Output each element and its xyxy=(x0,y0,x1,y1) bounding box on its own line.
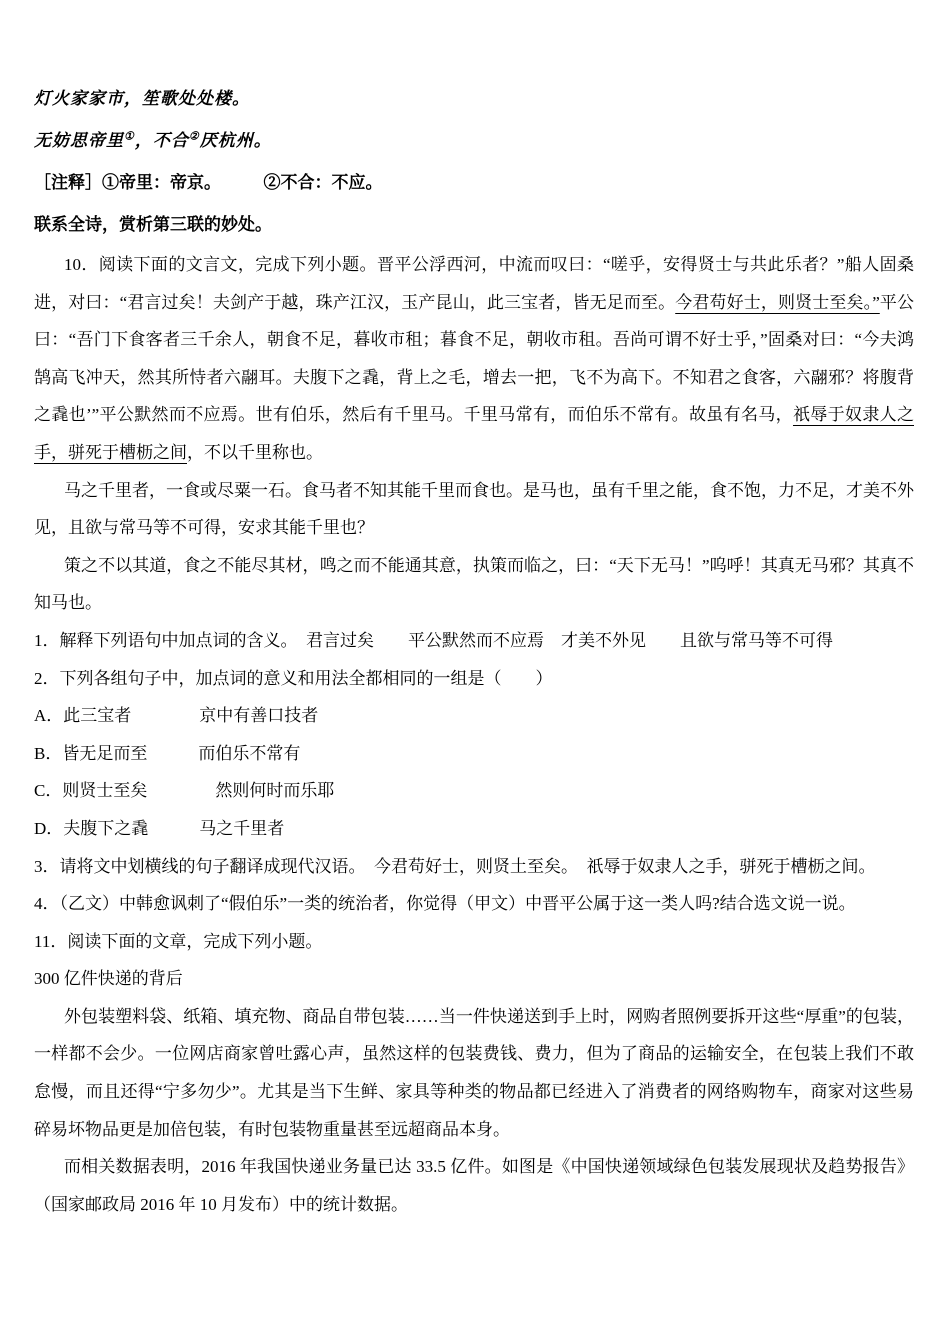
passage-paragraph-2-text: 马之千里者，一食或尽粟一石。食马者不知其能千里而食也。是马也，虽有千里之能，食不饱，力不足，才美不外见，且欲与常马等不可得，安求其能千里也？ xyxy=(34,480,914,538)
poem-line-2 xyxy=(34,120,914,162)
underlined-sentence-1: 今君苟好士，则贤士至矣。” xyxy=(675,292,880,312)
article-title-text: 300 亿件快递的背后 xyxy=(34,969,183,989)
poem-line-2-text-c: 厌杭州。 xyxy=(199,131,272,150)
underlined-sentence-2: 祇辱于奴隶人之手，骈死于槽枥之间 xyxy=(34,405,914,462)
footnote-line xyxy=(34,162,914,204)
option-a-text: A．此三宝者 京中有善口技者 xyxy=(34,706,319,726)
footnote-marker-2: ② xyxy=(188,130,200,143)
option-d xyxy=(34,810,914,848)
passage-text-b: 平公曰：“吾门下食客者三千余人，朝食不足，暮收市租；暮食不足，朝收市租。吾尚可谓不好士乎，”固桑对曰：“今夫鸿鹄高飞冲天，然其所恃者六翮耳。夫腹下之毳，背上之毛，增去一把，飞不为高下。不知君之食客，六翮邪？将腹背之毳也’”平公默然而不应焉。世有伯乐，然后有千里马。千里马常有，而伯乐不常有。故虽有名马， xyxy=(34,292,915,425)
option-d-text: D．夫腹下之毳 马之千里者 xyxy=(34,818,285,838)
passage-paragraph-3-text: 策之不以其道，食之不能尽其材，鸣之而不能通其意，执策而临之，曰：“天下无马！”呜呼！其真无马邪？其真不知马也。 xyxy=(34,555,914,613)
poem-line-1 xyxy=(34,78,914,120)
poem-question xyxy=(34,204,914,246)
option-b xyxy=(34,735,914,773)
question-11-stem xyxy=(34,923,914,961)
option-a xyxy=(34,697,914,735)
option-c-text: C．则贤士至矣 然则何时而乐耶 xyxy=(34,781,335,801)
article-paragraph-1-text: 外包装塑料袋、纸箱、填充物、商品自带包装……当一件快递送到手上时，网购者照例要拆开这些“厚重”的包装，一样都不会少。一位网店商家曾吐露心声，虽然这样的包装费钱、费力，但为了商品的运输安全，在包装上我们不敢怠慢，而且还得“宁多勿少”。尤其是当下生鲜、家具等种类的物品都已经进入了消费者的网络购物车，商家对这些易碎易坏物品更是加倍包装，有时包装物重量甚至远超商品本身。 xyxy=(34,1006,914,1139)
classical-passage-paragraph-1 xyxy=(34,246,914,472)
poem-line-2-text-b: ，不合 xyxy=(134,131,189,150)
passage-text-c: ，不以千里称也。 xyxy=(187,442,323,462)
poem-question-text: 联系全诗，赏析第三联的妙处。 xyxy=(34,215,272,234)
poem-line-2-text-a: 无妨思帝里 xyxy=(34,131,124,150)
question-3 xyxy=(34,848,914,886)
question-2-text: 2．下列各组句子中，加点词的意义和用法全都相同的一组是（ ） xyxy=(34,668,553,688)
question-2 xyxy=(34,660,914,698)
option-c xyxy=(34,772,914,810)
question-3-text: 3．请将文中划横线的句子翻译成现代汉语。 今君苟好士，则贤土至矣。 祇辱于奴隶人之手，骈死于槽枥之间。 xyxy=(34,856,876,876)
footnote-text: ［注释］①帝里：帝京。 ②不合：不应。 xyxy=(34,173,383,192)
question-4 xyxy=(34,885,914,923)
article-paragraph-1 xyxy=(34,998,914,1148)
footnote-marker-1: ① xyxy=(124,130,135,143)
article-paragraph-2-text: 而相关数据表明，2016 年我国快递业务量已达 33.5 亿件。如图是《中国快递领域绿色包装发展现状及趋势报告》（国家邮政局 2016 年 10 月发布）中的统计数据。 xyxy=(34,1157,914,1214)
classical-passage-paragraph-3 xyxy=(34,547,914,622)
classical-passage-paragraph-2 xyxy=(34,472,914,547)
question-11-stem-text: 11．阅读下面的文章，完成下列小题。 xyxy=(34,931,323,951)
question-1 xyxy=(34,622,914,660)
article-title xyxy=(34,960,914,998)
article-paragraph-2 xyxy=(34,1148,914,1223)
option-b-text: B．皆无足而至 而伯乐不常有 xyxy=(34,743,301,763)
question-1-text: 1．解释下列语句中加点词的含义。 君言过矣 平公默然而不应焉 才美不外见 且欲与常马等不可得 xyxy=(34,630,833,650)
passage-text-a: 10．阅读下面的文言文，完成下列小题。晋平公浮西河，中流而叹曰：“嗟乎，安得贤士与共此乐者？”船人固桑进，对曰：“君言过矣！夫剑产于越，珠产江汉，玉产昆山，此三宝者，皆无足而至。 xyxy=(34,255,914,312)
question-4-text: 4．（乙文）中韩愈讽刺了“假伯乐”一类的统治者，你觉得（甲文）中晋平公属于这一类人吗?结合选文说一说。 xyxy=(34,894,856,914)
poem-line-1-text: 灯火家家市，笙歌处处楼。 xyxy=(34,89,250,108)
